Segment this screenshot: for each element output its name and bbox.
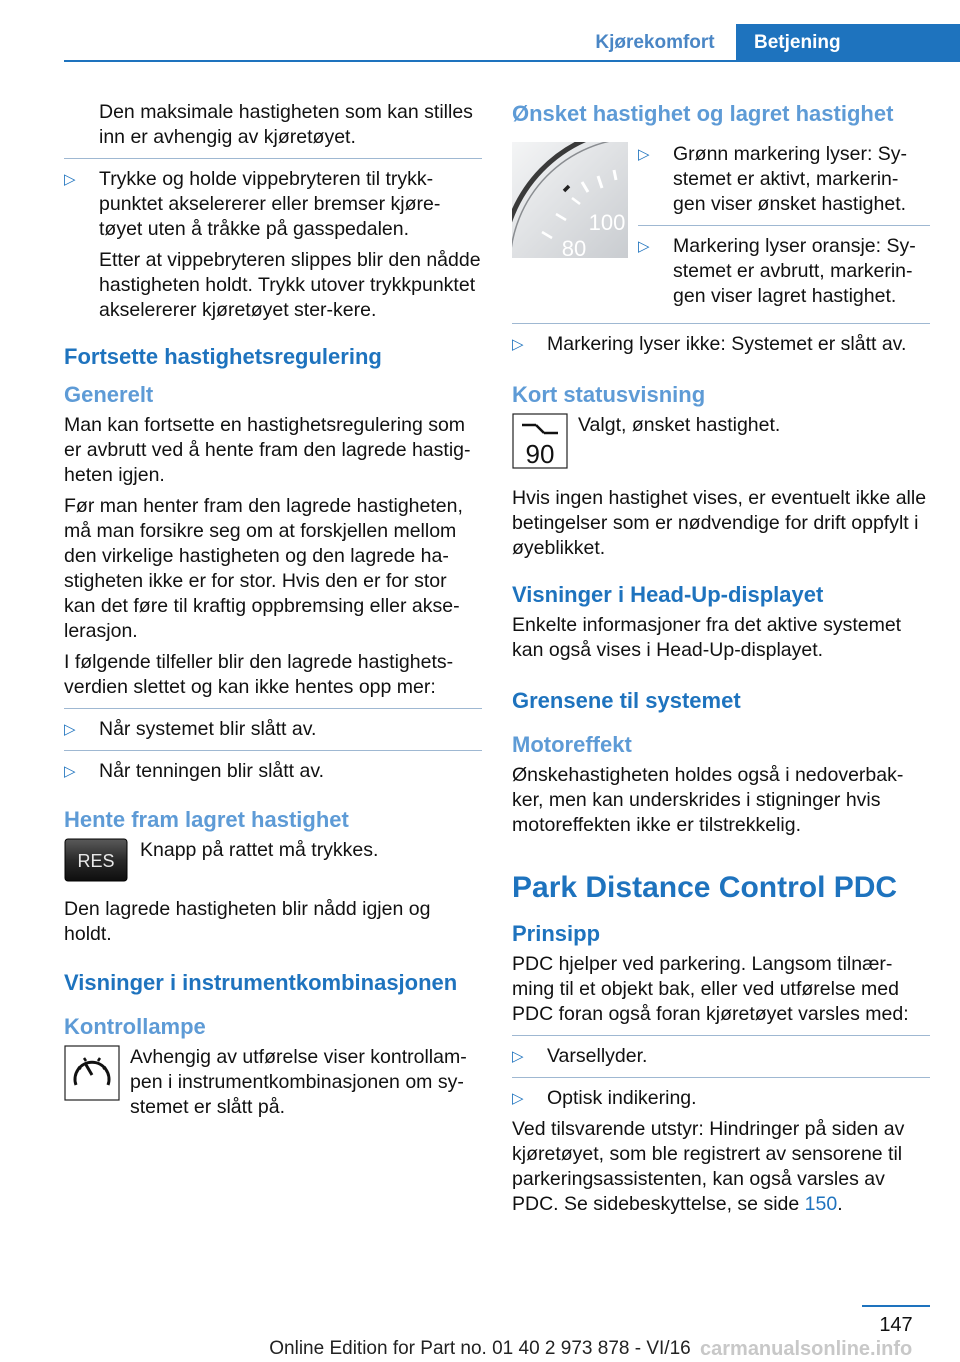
footer-rule [862, 1305, 930, 1307]
bullet-triangle-icon: ▷ [638, 146, 650, 163]
bullet-triangle-icon: ▷ [638, 238, 650, 255]
right-column [512, 100, 930, 1223]
bullet-separator [64, 750, 482, 751]
heading-hente: Hente fram lagret hastighet [64, 807, 349, 832]
paragraph-res-result: Den lagrede hastigheten blir nådd igjen og holdt. [64, 898, 431, 945]
res-button-text: Knapp på rattet må trykkes. [140, 839, 379, 861]
bullet-triangle-icon: ▷ [512, 336, 524, 353]
bullet-triangle-icon: ▷ [64, 171, 76, 188]
heading-fortsette: Fortsette hastighetsregulering [64, 344, 382, 369]
heading-visninger-instrument: Visninger i instrumentkombinasjonen [64, 970, 458, 995]
svg-text:RES: RES [77, 851, 115, 871]
bullet-item: ▷ Varsellyder. [512, 1045, 648, 1067]
heading-kort-status: Kort statusvisning [512, 382, 706, 407]
paragraph-release: Etter at vippebryteren slippes blir den nådde hastigheten holdt. Trykk utover trykkpunktet akselererer kjøretøyet ster-kere. [99, 249, 481, 321]
control-lamp-text: Avhengig av utførelse viser kontrollam-pen i instrumentkombinasjonen om sy-stemet er slått på. [130, 1046, 467, 1118]
footer-edition: Online Edition for Part no. 01 40 2 973 878 - VI/16 [269, 1338, 691, 1359]
paragraph-hvis: Hvis ingen hastighet vises, er eventuelt ikke alle betingelser som er nødvendige for drift oppfylt i øyeblikket. [512, 487, 927, 559]
watermark: carmanualsonline.info [700, 1338, 913, 1360]
svg-text:80: 80 [561, 236, 587, 258]
bullet-item: ▷ Markering lyser ikke: Systemet er slått av. [512, 333, 907, 355]
bullet-separator [64, 158, 482, 159]
cruise-control-icon [64, 1045, 130, 1106]
bullet-item: ▷ Markering lyser oransje: Sy-stemet er avbrutt, markerin-gen viser lagret hastighet. [638, 235, 916, 307]
bullet-item: ▷ Når systemet blir slått av. [64, 718, 317, 740]
gauge-bullets [638, 142, 930, 315]
paragraph-warning: Før man henter fram den lagrede hastigheten, må man forsikre seg om at forskjellen mellom den virkelige hastigheten og den lagrede ha-stigheten ikke er for stor. Hvis den er for stor kan det føre til kraftig oppbremsing eller akse-lerasjon. [64, 495, 463, 642]
bullet-separator [512, 1035, 930, 1036]
svg-text:100: 100 [588, 210, 626, 235]
header-section-tab: Kjørekomfort [595, 32, 715, 53]
bullet-separator [638, 225, 930, 226]
svg-text:90: 90 [525, 439, 555, 469]
heading-hud: Visninger i Head-Up-displayet [512, 582, 824, 607]
bullet-separator [64, 708, 482, 709]
paragraph-fortsette: Man kan fortsette en hastighetsregulering som er avbrutt ved å hente fram den lagrede hastig-heten igjen. [64, 414, 471, 486]
paragraph-tilsvarende: Ved tilsvarende utstyr: Hindringer på siden av kjøretøyet, som ble registrert av sensorene til parkeringsassistenten, kan også varsles av PDC. Se sidebeskyttelse, se side 150. [512, 1118, 905, 1215]
paragraph-pdc: PDC hjelper ved parkering. Langsom tilnær-ming til et objekt bak, eller ved utførelse med PDC foran også foran kjøretøyet varsles med: [512, 953, 909, 1025]
bullet-triangle-icon: ▷ [64, 763, 76, 780]
page-reference-link[interactable]: 150 [804, 1193, 838, 1215]
header-rule [64, 60, 960, 62]
bullet-triangle-icon: ▷ [64, 721, 76, 738]
bullet-item: ▷ Optisk indikering. [512, 1087, 697, 1109]
heading-onsket: Ønsket hastighet og lagret hastighet [512, 101, 894, 126]
heading-prinsipp: Prinsipp [512, 921, 601, 946]
bullet-separator [512, 1077, 930, 1078]
heading-kontrollampe: Kontrollampe [64, 1014, 206, 1039]
paragraph-hud: Enkelte informasjoner fra det aktive systemet kan også vises i Head-Up-displayet. [512, 614, 902, 661]
res-button-icon [64, 838, 140, 887]
status-display-row [512, 413, 930, 474]
heading-pdc: Park Distance Control PDC [512, 871, 898, 904]
heading-generelt: Generelt [64, 382, 154, 407]
bullet-separator [512, 323, 930, 324]
paragraph-motoreffekt: Ønskehastigheten holdes også i nedoverbak-ker, men kan underskrides i stigninger hvis motoreffekten ikke er tilstrekkelig. [512, 764, 904, 836]
header-active-tab: Betjening [736, 24, 960, 62]
bullet-item: ▷ Når tenningen blir slått av. [64, 760, 325, 782]
paragraph-max-speed: Den maksimale hastigheten som kan stilles inn er avhengig av kjøretøyet. [99, 101, 473, 148]
paragraph-deleted: I følgende tilfeller blir den lagrede hastighets-verdien slettet og kan ikke hentes opp mer: [64, 651, 454, 698]
bullet-triangle-icon: ▷ [512, 1090, 524, 1107]
status-display-text: Valgt, ønsket hastighet. [578, 414, 781, 436]
heading-motoreffekt: Motoreffekt [512, 732, 632, 757]
res-button-row [64, 838, 482, 887]
bullet-item: ▷ Trykke og holde vippebryteren til trykk-punktet akselererer eller bremser kjøre-tøyet uten å tråkke på gasspedalen. [64, 168, 441, 240]
control-lamp-row [64, 1045, 482, 1120]
gauge-section [512, 142, 930, 315]
speedometer-image [512, 142, 638, 315]
page-number: 147 [879, 1314, 913, 1336]
speed-status-icon [512, 413, 578, 474]
bullet-item: ▷ Grønn markering lyser: Sy-stemet er aktivt, markerin-gen viser ønsket hastighet. [638, 143, 908, 215]
left-column [64, 100, 482, 1128]
heading-grensene: Grensene til systemet [512, 688, 741, 713]
bullet-triangle-icon: ▷ [512, 1048, 524, 1065]
